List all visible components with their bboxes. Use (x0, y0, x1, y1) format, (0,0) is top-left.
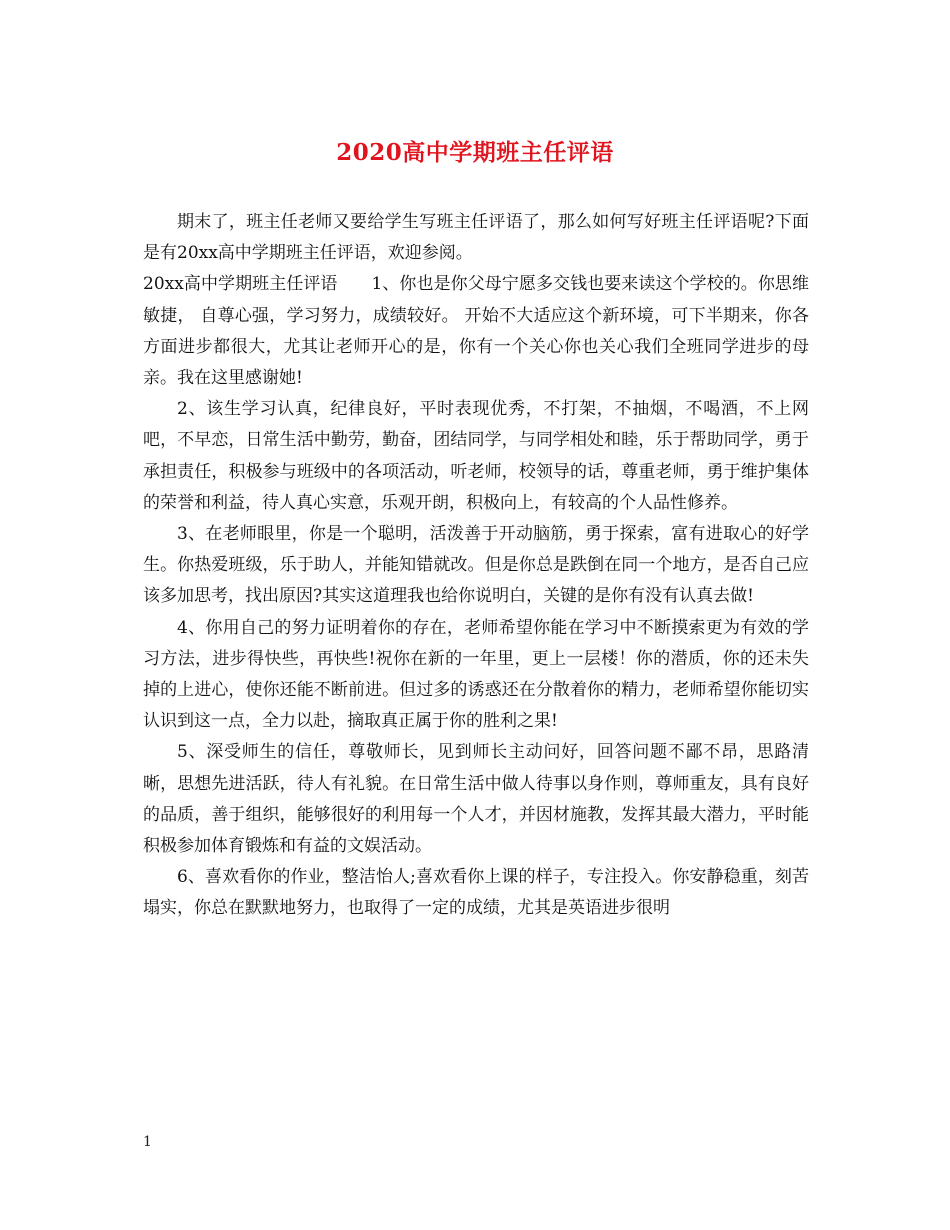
comment-paragraph-3: 3、在老师眼里，你是一个聪明，活泼善于开动脑筋，勇于探索，富有进取心的好学生。你热爱班级，乐于助人，并能知错就改。但是你总是跌倒在同一个地方，是否自己应该多加思考，找出原因?其实这道理我也给你说明白，关键的是你有没有认真去做! (143, 524, 809, 607)
comment-paragraph-2: 2、该生学习认真，纪律良好，平时表现优秀，不打架，不抽烟，不喝酒，不上网吧，不早恋，日常生活中勤劳，勤奋，团结同学，与同学相处和睦，乐于帮助同学，勇于承担责任，积极参与班级中的各项活动，听老师，校领导的话，尊重老师，勇于维护集体的荣誉和利益，待人真心实意，乐观开朗，积极向上，有较高的个人品性修养。 (143, 399, 809, 513)
comment-subheading: 20xx高中学期班主任评语 (143, 274, 338, 295)
first-comment-paragraph (143, 269, 809, 394)
document-title: 2020高中学期班主任评语 (336, 139, 614, 166)
comment-paragraph-6: 6、喜欢看你的作业，整洁怡人;喜欢看你上课的样子，专注投入。你安静稳重，刻苦塌实，你总在默默地努力，也取得了一定的成绩，尤其是英语进步很明 (143, 867, 809, 919)
intro-paragraph: 期末了，班主任老师又要给学生写班主任评语了，那么如何写好班主任评语呢?下面是有20xx高中学期班主任评语，欢迎参阅。 (143, 212, 809, 264)
comment-paragraph-1: 1、你也是你父母宁愿多交钱也要来读这个学校的。你思维敏捷， 自尊心强，学习努力，成绩较好。 开始不大适应这个新环境，可下半期来，你各方面进步都很大，尤其让老师开心的是，你有一个关心你也关心我们全班同学进步的母亲。我在这里感谢她! (143, 274, 809, 389)
document-body (143, 207, 809, 925)
comment-paragraph-5: 5、深受师生的信任，尊敬师长，见到师长主动问好，回答问题不鄙不昂，思路清晰，思想先进活跃，待人有礼貌。在日常生活中做人待事以身作则，尊师重友，具有良好的品质，善于组织，能够很好的利用每一个人才，并因材施教，发挥其最大潜力，平时能积极参加体育锻炼和有益的文娱活动。 (143, 742, 809, 857)
page-number: 1 (143, 1134, 152, 1150)
comment-paragraph-4: 4、你用自己的努力证明着你的存在，老师希望你能在学习中不断摸索更为有效的学习方法，进步得快些，再快些!祝你在新的一年里，更上一层楼！你的潜质，你的还未失掉的上进心，使你还能不断前进。但过多的诱惑还在分散着你的精力，老师希望你能切实认识到这一点，全力以赴，摘取真正属于你的胜利之果! (143, 617, 809, 732)
